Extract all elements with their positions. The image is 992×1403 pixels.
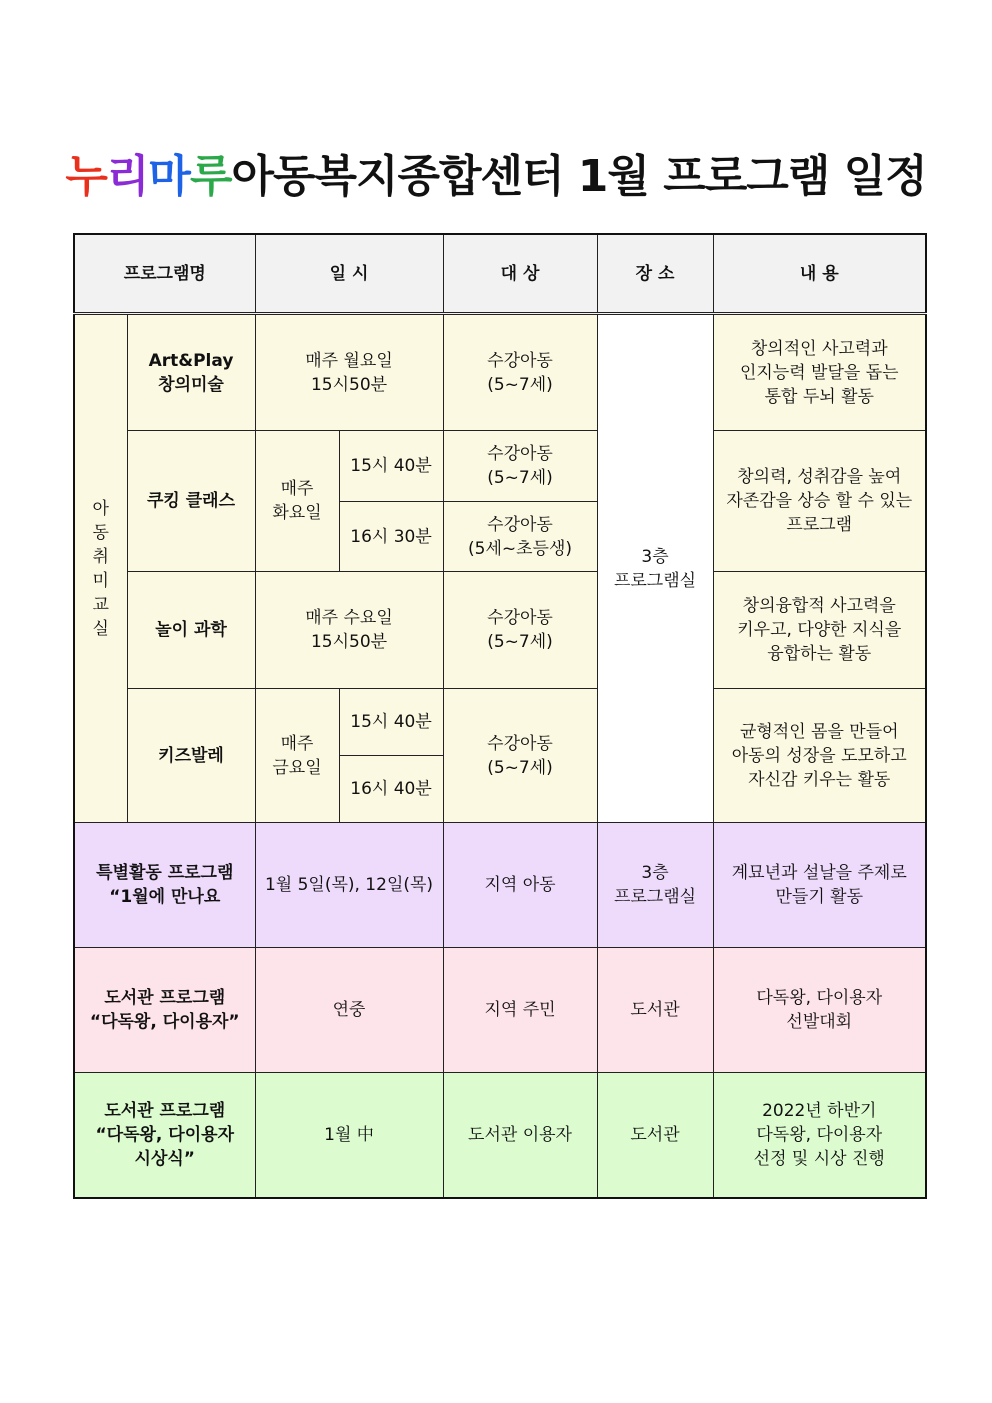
table-row bbox=[74, 314, 926, 431]
header-target: 대 상 bbox=[443, 234, 597, 314]
title-brand-char: 마 bbox=[148, 151, 190, 202]
program-day: 매주 금요일 bbox=[255, 689, 339, 823]
program-name: Art&Play 창의미술 bbox=[127, 314, 255, 431]
table-row bbox=[74, 1073, 926, 1198]
program-target: 수강아동 (5세~초등생) bbox=[443, 502, 597, 572]
program-time: 16시 30분 bbox=[339, 502, 443, 572]
program-datetime: 매주 월요일 15시50분 bbox=[255, 314, 443, 431]
program-name: 도서관 프로그램 “다독왕, 다이용자” bbox=[74, 948, 255, 1073]
program-target: 수강아동 (5~7세) bbox=[443, 689, 597, 823]
program-place: 3층 프로그램실 bbox=[597, 823, 713, 948]
page-title bbox=[0, 140, 992, 204]
title-brand-char: 누 bbox=[65, 151, 107, 202]
program-place: 도서관 bbox=[597, 948, 713, 1073]
program-name: 키즈발레 bbox=[127, 689, 255, 823]
program-content: 다독왕, 다이용자 선발대회 bbox=[713, 948, 926, 1073]
program-time: 15시 40분 bbox=[339, 431, 443, 502]
header-content: 내 용 bbox=[713, 234, 926, 314]
table-row bbox=[74, 948, 926, 1073]
program-content: 2022년 하반기 다독왕, 다이용자 선정 및 시상 진행 bbox=[713, 1073, 926, 1198]
program-name: 쿠킹 클래스 bbox=[127, 431, 255, 572]
schedule-table bbox=[73, 233, 927, 1199]
program-target: 지역 아동 bbox=[443, 823, 597, 948]
table-row bbox=[74, 572, 926, 689]
program-target: 수강아동 (5~7세) bbox=[443, 431, 597, 502]
table-row bbox=[74, 823, 926, 948]
title-brand-char: 루 bbox=[189, 151, 232, 202]
program-time: 15시 40분 bbox=[339, 689, 443, 756]
program-datetime: 1월 5일(목), 12일(목) bbox=[255, 823, 443, 948]
program-content: 계묘년과 설날을 주제로 만들기 활동 bbox=[713, 823, 926, 948]
program-content: 창의융합적 사고력을 키우고, 다양한 지식을 융합하는 활동 bbox=[713, 572, 926, 689]
header-place: 장 소 bbox=[597, 234, 713, 314]
program-content: 창의력, 성취감을 높여 자존감을 상승 할 수 있는 프로그램 bbox=[713, 431, 926, 572]
header-program: 프로그램명 bbox=[74, 234, 255, 314]
program-name: 특별활동 프로그램 “1월에 만나요 bbox=[74, 823, 255, 948]
program-name: 놀이 과학 bbox=[127, 572, 255, 689]
title-text: 아동복지종합센터 1월 프로그램 일정 bbox=[231, 151, 927, 202]
program-time: 16시 40분 bbox=[339, 756, 443, 823]
table-row bbox=[74, 689, 926, 756]
program-content: 균형적인 몸을 만들어 아동의 성장을 도모하고 자신감 키우는 활동 bbox=[713, 689, 926, 823]
program-day: 매주 화요일 bbox=[255, 431, 339, 572]
category-cell: 아 동 취 미 교 실 bbox=[74, 314, 127, 823]
program-place: 3층 프로그램실 bbox=[597, 314, 713, 823]
program-target: 지역 주민 bbox=[443, 948, 597, 1073]
program-datetime: 1월 中 bbox=[255, 1073, 443, 1198]
program-content: 창의적인 사고력과 인지능력 발달을 돕는 통합 두뇌 활동 bbox=[713, 314, 926, 431]
program-target: 수강아동 (5~7세) bbox=[443, 572, 597, 689]
program-place: 도서관 bbox=[597, 1073, 713, 1198]
header-datetime: 일 시 bbox=[255, 234, 443, 314]
program-datetime: 연중 bbox=[255, 948, 443, 1073]
program-target: 수강아동 (5~7세) bbox=[443, 314, 597, 431]
program-target: 도서관 이용자 bbox=[443, 1073, 597, 1198]
table-row bbox=[74, 431, 926, 502]
program-name: 도서관 프로그램 “다독왕, 다이용자 시상식” bbox=[74, 1073, 255, 1198]
header-row bbox=[74, 234, 926, 314]
program-datetime: 매주 수요일 15시50분 bbox=[255, 572, 443, 689]
title-brand-char: 리 bbox=[106, 151, 149, 202]
